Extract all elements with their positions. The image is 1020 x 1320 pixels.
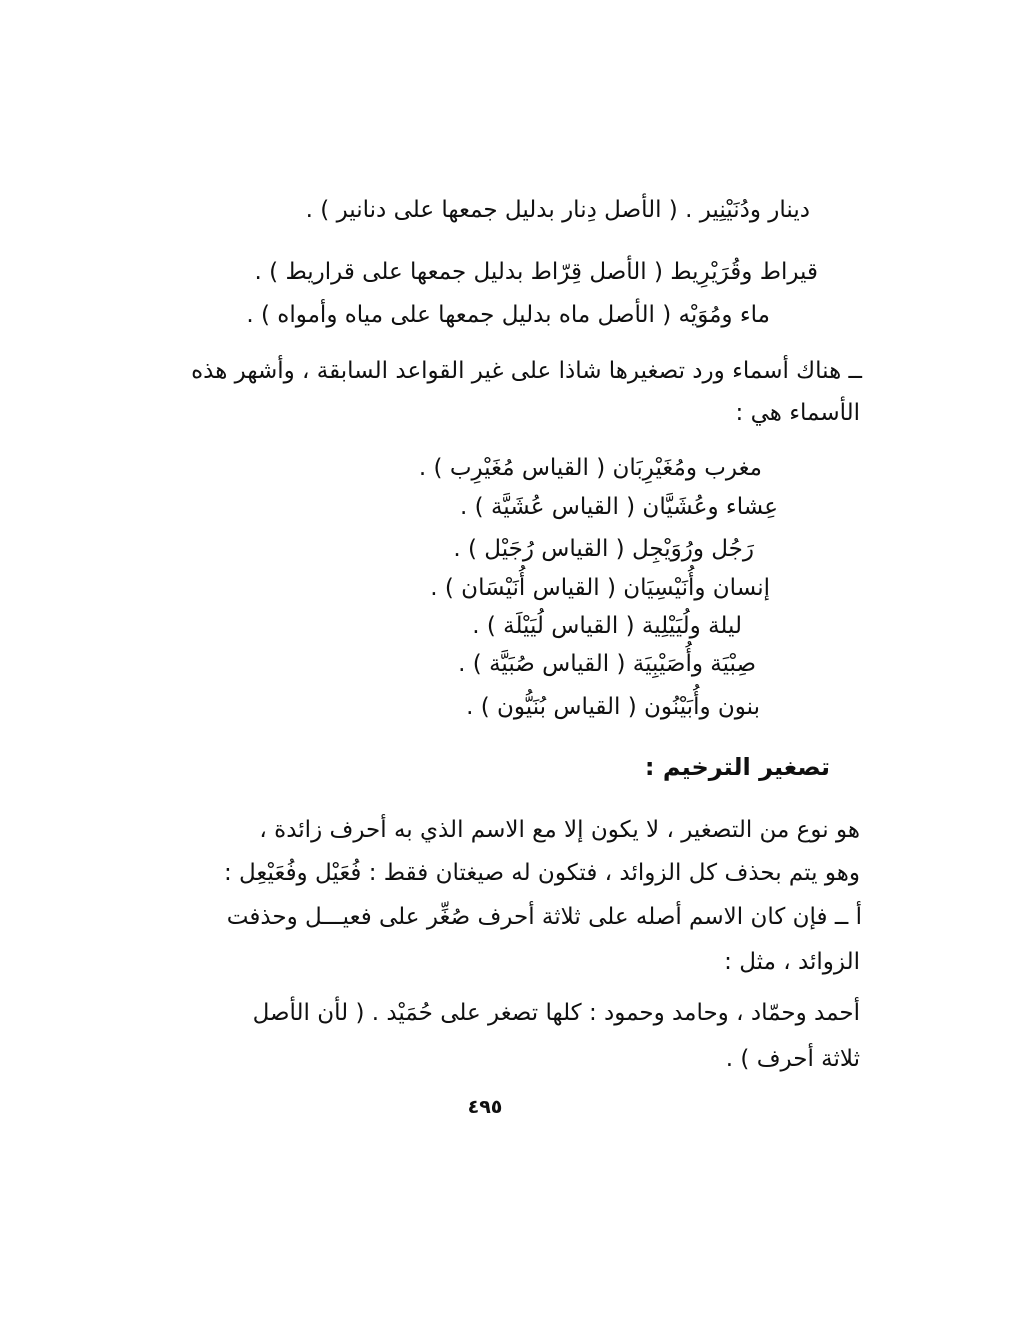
page-number: ٤٩٥	[467, 1096, 503, 1118]
irregular-example-ishaa: عِشاء وعُشَيَّان ( القياس عُشَيَّة ) .	[460, 494, 778, 520]
irregular-example-rajul: رَجُل ورُوَيْجِل ( القياس رُجَيْل ) .	[453, 536, 754, 562]
irregular-example-layla: ليلة ولُيَيْلِية ( القياس لُيَيْلَة ) .	[472, 613, 742, 639]
rule-a-line-2: الزوائد ، مثل :	[724, 949, 860, 975]
rule-a-example-line-1: أحمد وحمّاد ، وحامد وحمود : كلها تصغر على حُمَيْد . ( لأن الأصل	[252, 1000, 860, 1026]
irregular-example-sibya: صِبْيَة وأُصَيْبِيَة ( القياس صُبَيَّة ) .	[458, 651, 756, 677]
rule-a-example-line-2: ثلاثة أحرف ) .	[725, 1046, 860, 1072]
example-line-dinar: دينار ودُنَيْنِير . ( الأصل دِنار بدليل جمعها على دنانير ) .	[305, 197, 810, 223]
example-line-qirat: قيراط وقُرَيْرِيط ( الأصل قِرّاط بدليل جمعها على قراريط ) .	[254, 259, 818, 285]
definition-line-1: هو نوع من التصغير ، لا يكون إلا مع الاسم الذي به أحرف زائدة ،	[259, 817, 860, 843]
irregular-note-line-1: ــ هناك أسماء ورد تصغيرها شاذا على غير القواعد السابقة ، وأشهر هذه	[191, 358, 862, 384]
irregular-example-maghrib: مغرب ومُغَيْرِبَان ( القياس مُغَيْرِب ) .	[418, 455, 762, 481]
irregular-note-line-2: الأسماء هي :	[735, 400, 860, 426]
rule-a-line-1: أ ــ فإن كان الاسم أصله على ثلاثة أحرف صُغِّر على فعيـــل وحذفت	[226, 904, 862, 930]
definition-line-2: وهو يتم بحذف كل الزوائد ، فتكون له صيغتان فقط : فُعَيْل وفُعَيْعِل :	[223, 860, 860, 886]
example-line-maa: ماء ومُوَيْه ( الأصل ماه بدليل جمعها على مياه وأمواه ) .	[246, 302, 770, 328]
irregular-example-insan: إنسان وأُنَيْسِيَان ( القياس أُنَيْسَان ) .	[430, 575, 770, 601]
irregular-example-banun: بنون وأُبَيْنُون ( القياس بُنَيُّون ) .	[466, 694, 760, 720]
section-heading-tasgheer-tarkheem: تصغير الترخيم :	[644, 753, 830, 781]
